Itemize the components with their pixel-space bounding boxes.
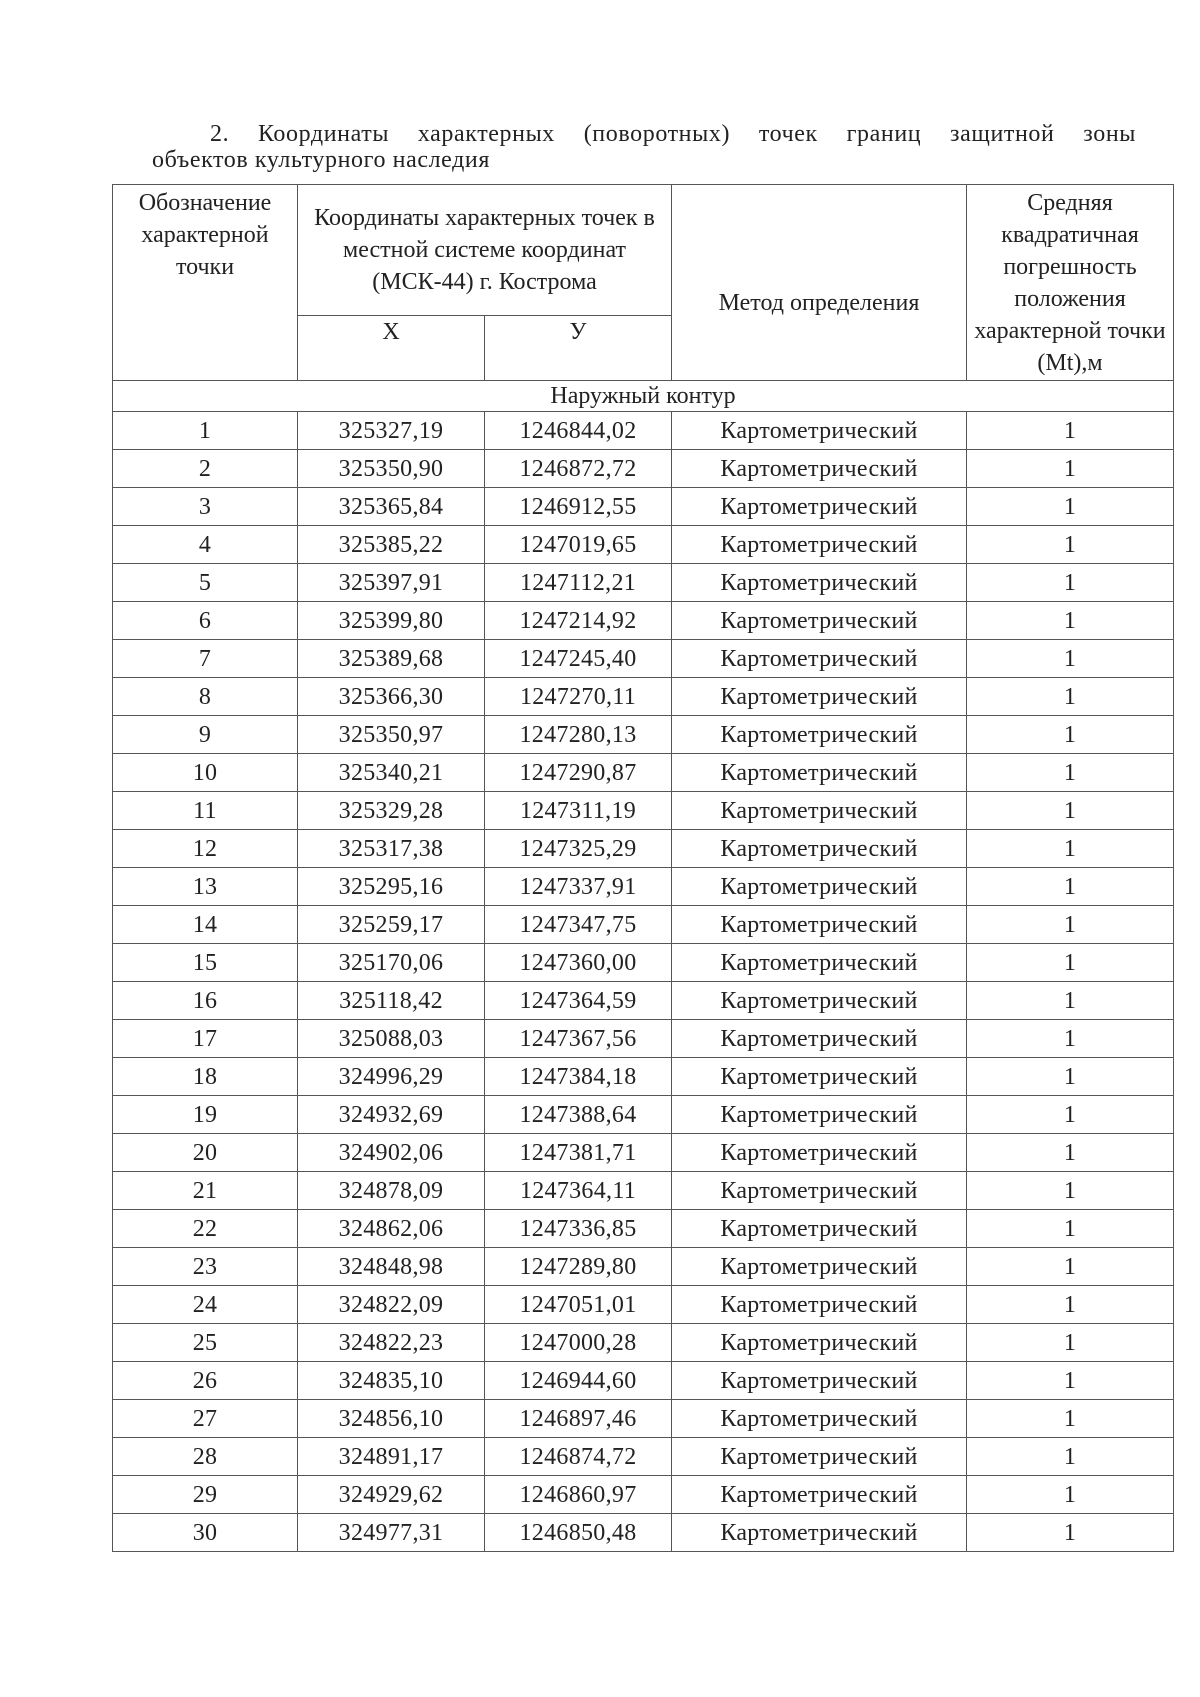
x-coordinate-cell: 324822,23 xyxy=(298,1324,485,1362)
header-coordinates: Координаты характерных точек в местной системе координат (МСК-44) г. Кострома xyxy=(298,185,672,316)
table-row xyxy=(113,1172,1174,1210)
point-number-cell: 9 xyxy=(113,716,298,754)
y-coordinate-cell: 1246872,72 xyxy=(485,450,672,488)
table-row xyxy=(113,412,1174,450)
error-cell: 1 xyxy=(967,906,1174,944)
method-cell: Картометрический xyxy=(672,412,967,450)
y-coordinate-cell: 1247384,18 xyxy=(485,1058,672,1096)
x-coordinate-cell: 324902,06 xyxy=(298,1134,485,1172)
method-cell: Картометрический xyxy=(672,944,967,982)
x-coordinate-cell: 325327,19 xyxy=(298,412,485,450)
point-number-cell: 22 xyxy=(113,1210,298,1248)
table-row xyxy=(113,564,1174,602)
method-cell: Картометрический xyxy=(672,488,967,526)
x-coordinate-cell: 325118,42 xyxy=(298,982,485,1020)
x-coordinate-cell: 324996,29 xyxy=(298,1058,485,1096)
method-cell: Картометрический xyxy=(672,1438,967,1476)
y-coordinate-cell: 1247019,65 xyxy=(485,526,672,564)
error-cell: 1 xyxy=(967,754,1174,792)
table-row xyxy=(113,982,1174,1020)
y-coordinate-cell: 1247360,00 xyxy=(485,944,672,982)
error-cell: 1 xyxy=(967,1134,1174,1172)
document-heading xyxy=(152,118,1136,176)
method-cell: Картометрический xyxy=(672,868,967,906)
table-row xyxy=(113,1286,1174,1324)
x-coordinate-cell: 325317,38 xyxy=(298,830,485,868)
table-header xyxy=(113,185,1174,381)
x-coordinate-cell: 325350,90 xyxy=(298,450,485,488)
error-cell: 1 xyxy=(967,526,1174,564)
y-coordinate-cell: 1247280,13 xyxy=(485,716,672,754)
error-cell: 1 xyxy=(967,1476,1174,1514)
point-number-cell: 21 xyxy=(113,1172,298,1210)
error-cell: 1 xyxy=(967,1324,1174,1362)
x-coordinate-cell: 324932,69 xyxy=(298,1096,485,1134)
error-cell: 1 xyxy=(967,868,1174,906)
x-coordinate-cell: 324835,10 xyxy=(298,1362,485,1400)
x-coordinate-cell: 325350,97 xyxy=(298,716,485,754)
section-outer-contour: Наружный контур xyxy=(113,381,1174,412)
table-row xyxy=(113,640,1174,678)
method-cell: Картометрический xyxy=(672,1324,967,1362)
point-number-cell: 2 xyxy=(113,450,298,488)
y-coordinate-cell: 1247364,11 xyxy=(485,1172,672,1210)
y-coordinate-cell: 1247311,19 xyxy=(485,792,672,830)
method-cell: Картометрический xyxy=(672,564,967,602)
y-coordinate-cell: 1246860,97 xyxy=(485,1476,672,1514)
error-cell: 1 xyxy=(967,1248,1174,1286)
heading-line-1: 2. Координаты характерных (поворотных) точек границ защитной зоны xyxy=(210,121,1136,147)
method-cell: Картометрический xyxy=(672,1400,967,1438)
method-cell: Картометрический xyxy=(672,1172,967,1210)
table-row xyxy=(113,1514,1174,1552)
x-coordinate-cell: 325397,91 xyxy=(298,564,485,602)
point-number-cell: 26 xyxy=(113,1362,298,1400)
y-coordinate-cell: 1247367,56 xyxy=(485,1020,672,1058)
x-coordinate-cell: 324848,98 xyxy=(298,1248,485,1286)
point-number-cell: 5 xyxy=(113,564,298,602)
header-error: Средняя квадратичная погрешность положения характерной точки (Mt),м xyxy=(967,185,1174,381)
x-coordinate-cell: 325399,80 xyxy=(298,602,485,640)
y-coordinate-cell: 1247336,85 xyxy=(485,1210,672,1248)
point-number-cell: 8 xyxy=(113,678,298,716)
table-row xyxy=(113,754,1174,792)
y-coordinate-cell: 1247347,75 xyxy=(485,906,672,944)
table-row xyxy=(113,830,1174,868)
table-row xyxy=(113,526,1174,564)
error-cell: 1 xyxy=(967,716,1174,754)
method-cell: Картометрический xyxy=(672,450,967,488)
error-cell: 1 xyxy=(967,450,1174,488)
error-cell: 1 xyxy=(967,602,1174,640)
table-row xyxy=(113,944,1174,982)
y-coordinate-cell: 1247051,01 xyxy=(485,1286,672,1324)
x-coordinate-cell: 324822,09 xyxy=(298,1286,485,1324)
table-row xyxy=(113,602,1174,640)
y-coordinate-cell: 1247112,21 xyxy=(485,564,672,602)
method-cell: Картометрический xyxy=(672,830,967,868)
error-cell: 1 xyxy=(967,1210,1174,1248)
point-number-cell: 16 xyxy=(113,982,298,1020)
table-row xyxy=(113,1362,1174,1400)
y-coordinate-cell: 1247364,59 xyxy=(485,982,672,1020)
point-number-cell: 3 xyxy=(113,488,298,526)
error-cell: 1 xyxy=(967,564,1174,602)
x-coordinate-cell: 324878,09 xyxy=(298,1172,485,1210)
table-row xyxy=(113,1476,1174,1514)
error-cell: 1 xyxy=(967,1172,1174,1210)
method-cell: Картометрический xyxy=(672,982,967,1020)
table-row xyxy=(113,868,1174,906)
table-row xyxy=(113,1438,1174,1476)
y-coordinate-cell: 1247289,80 xyxy=(485,1248,672,1286)
point-number-cell: 4 xyxy=(113,526,298,564)
header-method: Метод определения xyxy=(672,185,967,381)
point-number-cell: 20 xyxy=(113,1134,298,1172)
y-coordinate-cell: 1246944,60 xyxy=(485,1362,672,1400)
y-coordinate-cell: 1246897,46 xyxy=(485,1400,672,1438)
x-coordinate-cell: 325365,84 xyxy=(298,488,485,526)
table-row xyxy=(113,792,1174,830)
table-row xyxy=(113,1096,1174,1134)
point-number-cell: 30 xyxy=(113,1514,298,1552)
y-coordinate-cell: 1247325,29 xyxy=(485,830,672,868)
table-row xyxy=(113,1400,1174,1438)
y-coordinate-cell: 1246844,02 xyxy=(485,412,672,450)
point-number-cell: 18 xyxy=(113,1058,298,1096)
error-cell: 1 xyxy=(967,792,1174,830)
table-row xyxy=(113,488,1174,526)
y-coordinate-cell: 1247388,64 xyxy=(485,1096,672,1134)
error-cell: 1 xyxy=(967,412,1174,450)
method-cell: Картометрический xyxy=(672,602,967,640)
y-coordinate-cell: 1247337,91 xyxy=(485,868,672,906)
table-row xyxy=(113,1324,1174,1362)
error-cell: 1 xyxy=(967,982,1174,1020)
header-x: X xyxy=(298,316,485,381)
heading-line-2: объектов культурного наследия xyxy=(152,147,491,173)
method-cell: Картометрический xyxy=(672,1286,967,1324)
table-row xyxy=(113,450,1174,488)
error-cell: 1 xyxy=(967,1020,1174,1058)
point-number-cell: 14 xyxy=(113,906,298,944)
point-number-cell: 7 xyxy=(113,640,298,678)
x-coordinate-cell: 325088,03 xyxy=(298,1020,485,1058)
method-cell: Картометрический xyxy=(672,640,967,678)
error-cell: 1 xyxy=(967,640,1174,678)
table-row xyxy=(113,1134,1174,1172)
method-cell: Картометрический xyxy=(672,1362,967,1400)
header-designation: Обозначение характерной точки xyxy=(113,185,298,381)
x-coordinate-cell: 324929,62 xyxy=(298,1476,485,1514)
table-row xyxy=(113,1210,1174,1248)
x-coordinate-cell: 325340,21 xyxy=(298,754,485,792)
error-cell: 1 xyxy=(967,1058,1174,1096)
error-cell: 1 xyxy=(967,944,1174,982)
error-cell: 1 xyxy=(967,488,1174,526)
method-cell: Картометрический xyxy=(672,1476,967,1514)
error-cell: 1 xyxy=(967,1438,1174,1476)
y-coordinate-cell: 1246874,72 xyxy=(485,1438,672,1476)
point-number-cell: 27 xyxy=(113,1400,298,1438)
method-cell: Картометрический xyxy=(672,678,967,716)
error-cell: 1 xyxy=(967,1096,1174,1134)
header-y: У xyxy=(485,316,672,381)
point-number-cell: 15 xyxy=(113,944,298,982)
error-cell: 1 xyxy=(967,1362,1174,1400)
y-coordinate-cell: 1247290,87 xyxy=(485,754,672,792)
method-cell: Картометрический xyxy=(672,906,967,944)
x-coordinate-cell: 324891,17 xyxy=(298,1438,485,1476)
y-coordinate-cell: 1246912,55 xyxy=(485,488,672,526)
table-row xyxy=(113,716,1174,754)
method-cell: Картометрический xyxy=(672,526,967,564)
method-cell: Картометрический xyxy=(672,1058,967,1096)
table-row xyxy=(113,678,1174,716)
method-cell: Картометрический xyxy=(672,1210,967,1248)
point-number-cell: 11 xyxy=(113,792,298,830)
method-cell: Картометрический xyxy=(672,1514,967,1552)
method-cell: Картометрический xyxy=(672,1248,967,1286)
table-row xyxy=(113,1248,1174,1286)
x-coordinate-cell: 325385,22 xyxy=(298,526,485,564)
point-number-cell: 19 xyxy=(113,1096,298,1134)
table-row xyxy=(113,906,1174,944)
method-cell: Картометрический xyxy=(672,754,967,792)
method-cell: Картометрический xyxy=(672,1020,967,1058)
error-cell: 1 xyxy=(967,1514,1174,1552)
error-cell: 1 xyxy=(967,1400,1174,1438)
error-cell: 1 xyxy=(967,830,1174,868)
point-number-cell: 17 xyxy=(113,1020,298,1058)
point-number-cell: 13 xyxy=(113,868,298,906)
x-coordinate-cell: 325366,30 xyxy=(298,678,485,716)
error-cell: 1 xyxy=(967,1286,1174,1324)
x-coordinate-cell: 325329,28 xyxy=(298,792,485,830)
y-coordinate-cell: 1247245,40 xyxy=(485,640,672,678)
point-number-cell: 29 xyxy=(113,1476,298,1514)
x-coordinate-cell: 324856,10 xyxy=(298,1400,485,1438)
point-number-cell: 10 xyxy=(113,754,298,792)
coordinates-table xyxy=(112,184,1174,1552)
method-cell: Картометрический xyxy=(672,1134,967,1172)
table-row xyxy=(113,1058,1174,1096)
y-coordinate-cell: 1247381,71 xyxy=(485,1134,672,1172)
x-coordinate-cell: 324977,31 xyxy=(298,1514,485,1552)
x-coordinate-cell: 325389,68 xyxy=(298,640,485,678)
point-number-cell: 24 xyxy=(113,1286,298,1324)
point-number-cell: 12 xyxy=(113,830,298,868)
point-number-cell: 1 xyxy=(113,412,298,450)
table-row xyxy=(113,1020,1174,1058)
x-coordinate-cell: 325295,16 xyxy=(298,868,485,906)
method-cell: Картометрический xyxy=(672,716,967,754)
point-number-cell: 28 xyxy=(113,1438,298,1476)
method-cell: Картометрический xyxy=(672,1096,967,1134)
x-coordinate-cell: 325170,06 xyxy=(298,944,485,982)
point-number-cell: 23 xyxy=(113,1248,298,1286)
y-coordinate-cell: 1247214,92 xyxy=(485,602,672,640)
y-coordinate-cell: 1247270,11 xyxy=(485,678,672,716)
error-cell: 1 xyxy=(967,678,1174,716)
section-header xyxy=(113,381,1174,412)
y-coordinate-cell: 1246850,48 xyxy=(485,1514,672,1552)
point-number-cell: 6 xyxy=(113,602,298,640)
x-coordinate-cell: 325259,17 xyxy=(298,906,485,944)
point-number-cell: 25 xyxy=(113,1324,298,1362)
x-coordinate-cell: 324862,06 xyxy=(298,1210,485,1248)
table-body xyxy=(113,412,1174,1552)
method-cell: Картометрический xyxy=(672,792,967,830)
y-coordinate-cell: 1247000,28 xyxy=(485,1324,672,1362)
